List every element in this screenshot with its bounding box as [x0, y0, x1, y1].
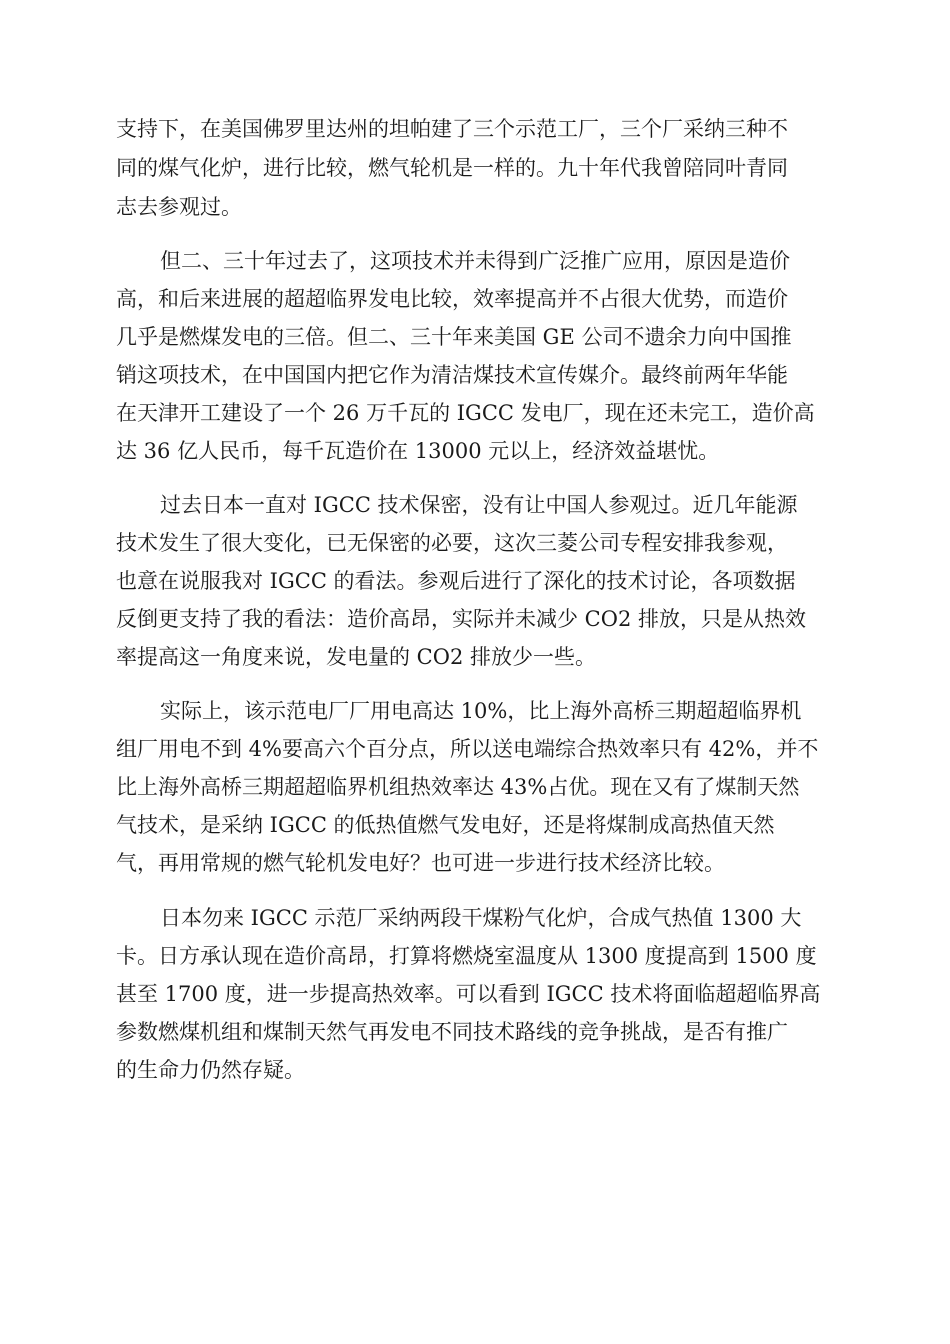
paragraph-line: 参数燃煤机组和煤制天然气再发电不同技术路线的竞争挑战，是否有推广: [116, 1020, 788, 1044]
paragraph-line: 达 36 亿人民币，每千瓦造价在 13000 元以上，经济效益堪忧。: [116, 439, 720, 463]
paragraph-line: 比上海外高桥三期超超临界机组热效率达 43%占优。现在又有了煤制天然: [116, 775, 800, 799]
paragraph-line: 实际上，该示范电厂厂用电高达 10%，比上海外高桥三期超超临界机: [160, 699, 802, 723]
paragraph-line: 反倒更支持了我的看法：造价高昂，实际并未减少 CO2 排放，只是从热效: [116, 607, 806, 631]
paragraph-line: 卡。日方承认现在造价高昂，打算将燃烧室温度从 1300 度提高到 1500 度: [116, 944, 817, 968]
paragraph-line: 技术发生了很大变化，已无保密的必要，这次三菱公司专程安排我参观，: [116, 531, 788, 555]
paragraph-line: 气技术，是采纳 IGCC 的低热值燃气发电好，还是将煤制成高热值天然: [116, 813, 775, 837]
paragraph-line: 销这项技术，在中国国内把它作为清洁煤技术宣传媒介。最终前两年华能: [116, 363, 788, 387]
paragraph-line: 高，和后来进展的超超临界发电比较，效率提高并不占很大优势，而造价: [116, 287, 788, 311]
paragraph-line: 的生命力仍然存疑。: [116, 1058, 305, 1082]
paragraph-line: 组厂用电不到 4%要高六个百分点，所以送电端综合热效率只有 42%，并不: [116, 737, 819, 761]
paragraph-line: 但二、三十年过去了，这项技术并未得到广泛推广应用，原因是造价: [160, 249, 790, 273]
paragraph-line: 甚至 1700 度，进一步提高热效率。可以看到 IGCC 技术将面临超超临界高: [116, 982, 821, 1006]
paragraph-line: 在天津开工建设了一个 26 万千瓦的 IGCC 发电厂，现在还未完工，造价高: [116, 401, 815, 425]
paragraph-line: 同的煤气化炉，进行比较，燃气轮机是一样的。九十年代我曾陪同叶青同: [116, 156, 788, 180]
paragraph-line: 过去日本一直对 IGCC 技术保密，没有让中国人参观过。近几年能源: [160, 493, 798, 517]
paragraph-line: 志去参观过。: [116, 195, 242, 219]
paragraph-line: 气，再用常规的燃气轮机发电好？也可进一步进行技术经济比较。: [116, 851, 725, 875]
paragraph-line: 支持下，在美国佛罗里达州的坦帕建了三个示范工厂，三个厂采纳三种不: [116, 117, 788, 141]
paragraph-line: 率提高这一角度来说，发电量的 CO2 排放少一些。: [116, 645, 596, 669]
paragraph-line: 也意在说服我对 IGCC 的看法。参观后进行了深化的技术讨论，各项数据: [116, 569, 796, 593]
paragraph-line: 日本勿来 IGCC 示范厂采纳两段干煤粉气化炉，合成气热值 1300 大: [160, 906, 802, 930]
paragraph-line: 几乎是燃煤发电的三倍。但二、三十年来美国 GE 公司不遗余力向中国推: [116, 325, 792, 349]
